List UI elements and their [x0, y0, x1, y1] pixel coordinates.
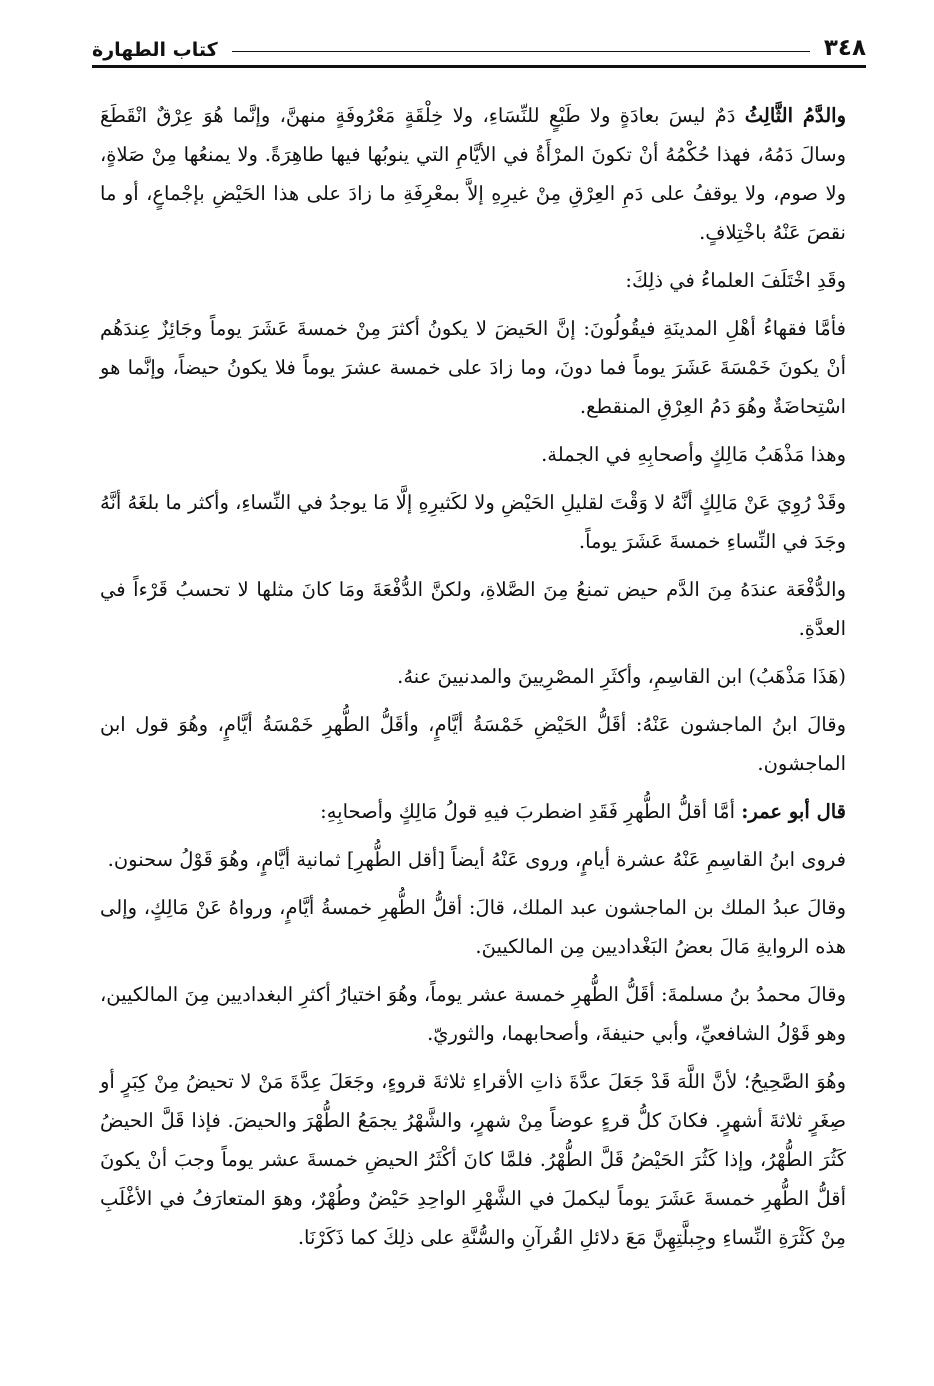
paragraph-text: وقالَ ابنُ الماجشون عَنْهُ: أقَلُّ الحَيْضِ خَمْسَةُ أيَّامٍ، وأقَلُّ الطُّهرِ خَمْسَةُ أيَّامٍ، وهُوَ قول ابن الماجشون.	[100, 713, 846, 775]
page-body	[100, 96, 846, 1356]
paragraph-text: أمَّا أقلُّ الطُّهرِ فَقَدِ اضطربَ فيهِ قولُ مَالِكٍ وأصحابِهِ:	[320, 800, 742, 823]
paragraph-text: والدُّفْعَة عندَهُ مِنَ الدَّم حيض تمنعُ مِنَ الصَّلاةِ، ولكنَّ الدُّفْعَةَ ومَا كانَ مثلها لا تحسبُ قَرْءاً في العدَّةِ.	[100, 578, 846, 640]
paragraph	[100, 657, 846, 696]
paragraph	[100, 435, 846, 474]
paragraph-text: وقالَ محمدُ بنُ مسلمةَ: أقَلُّ الطُّهرِ خمسة عشر يوماً، وهُوَ اختيارُ أكثرِ البغداديين مِنَ المالكيين، وهو قَوْلُ الشافعيِّ، وأبي حنيفةَ، وأصحابهما، والثوريّ.	[100, 983, 846, 1045]
paragraph-text: وهُوَ الصَّحِيحُ؛ لأنَّ اللَّهَ قَدْ جَعَلَ عدَّةَ ذاتِ الأقراءِ ثلاثةَ قروءٍ، وجَعَلَ عِدَّةَ مَنْ لا تحيضُ مِنْ كِبَرٍ أو صِغَرٍ ثلاثةَ أشهرٍ. فكانَ كلُّ قرءٍ عوضاً مِنْ شهرٍ، والشَّهْرُ يجمَعُ الطُّهْرَ والحيضَ. فإذا قَلَّ الحيضُ كَثُرَ الطُّهْرُ، وإذا كَثُرَ الحَيْضُ قَلَّ الطُّهْرُ. فلمَّا كانَ أكْثَرُ الحيضِ خمسةَ عشر يوماً وجبَ أنْ يكونَ أقلُّ الطُّهرِ خمسةَ عَشَرَ يوماً ليكملَ في الشَّهْرِ الواحِدِ حَيْضٌ وطُهْرٌ، وهوَ المتعارَفُ في الأغْلَبِ مِنْ كَثْرَةِ النِّساءِ وجِبلَّتِهِنَّ مَعَ دلائلِ القُرآنِ والسُّنَّةِ على ذلِكَ كما ذَكَرْنَا.	[100, 1070, 846, 1249]
paragraph	[100, 309, 846, 426]
header-rule	[232, 51, 810, 52]
paragraph-text: (هَذَا مَذْهَبُ) ابن القاسِمِ، وأكثَرِ المصْرِيينَ والمدنيينَ عنهُ.	[397, 665, 846, 688]
paragraph-text: فروى ابنُ القاسِمِ عَنْهُ عشرة أيامٍ، وروى عَنْهُ أيضاً [أقل الطُّهرِ] ثمانية أيَّامٍ، وهُوَ قَوْلُ سحنون.	[107, 848, 846, 871]
paragraph-text: وقَدْ رُوِيَ عَنْ مَالِكٍ أنَّهُ لا وَقْتَ لقليلِ الحَيْضِ ولا لكَثيرِهِ إلَّا مَا يوجدُ في النِّساءِ، وأكثر ما بلغَهُ أنَّهُ وجَدَ في النِّساءِ خمسةَ عَشَرَ يوماً.	[100, 491, 846, 553]
paragraph-lead: والدَّمُ الثَّالِثُ	[744, 104, 846, 127]
paragraph	[100, 792, 846, 831]
paragraph	[100, 840, 846, 879]
paragraph-text: وقَدِ اخْتَلَفَ العلماءُ في ذلِكَ:	[625, 269, 846, 292]
paragraph	[100, 261, 846, 300]
paragraph-text: دَمٌ ليسَ بعادَةٍ ولا طَبْعٍ للنِّسَاءِ، ولا خِلْقَةٍ مَعْرُوفَةٍ منهنَّ، وإنَّما هُوَ عِرْقٌ انْقَطَعَ وسالَ دَمُهُ، فهذا حُكْمُهُ أنْ تكونَ المرْأَةُ في الأيَّامِ التي ينوبُها فيها طاهِرَةً. ولا يمنعُها مِنْ صَلاةٍ، ولا صوم، ولا يوقفُ على دَمِ العِرْقِ مِنْ غيرِهِ إلاَّ بمعْرِفَةِ ما زادَ على هذا الحَيْضِ بإجْماعٍ، أو ما نقصَ عَنْهُ باخْتِلافٍ.	[100, 104, 846, 244]
running-title: كتاب الطهارة	[92, 39, 218, 61]
page-header	[92, 28, 866, 68]
page-number: ٣٤٨	[823, 35, 866, 61]
paragraph-text: وهذا مَذْهَبُ مَالِكٍ وأصحابِهِ في الجملة.	[541, 443, 846, 466]
paragraph-text: وقالَ عبدُ الملك بن الماجشون عبد الملك، قالَ: أقلُّ الطُّهرِ خمسةُ أيَّامٍ، ورواهُ عَنْ مَالِكٍ، وإلى هذه الروايةِ مَالَ بعضُ البَغْداديين مِن المالكيينَ.	[100, 896, 846, 958]
paragraph	[100, 570, 846, 648]
paragraph	[100, 888, 846, 966]
paragraph	[100, 705, 846, 783]
paragraph	[100, 975, 846, 1053]
paragraph	[100, 1062, 846, 1257]
paragraph-text: فأمَّا فقهاءُ أهْلِ المدينَةِ فيقُولُونَ: إنَّ الحَيضَ لا يكونُ أكثرَ مِنْ خمسةَ عَشَرَ يوماً وجَائِزٌ عِندَهُم أنْ يكونَ خَمْسَةَ عَشَرَ يوماً فما دونَ، وما زادَ على خمسة عشرَ يوماً فلا يكونُ حيضاً، وإنَّما هو اسْتِحاضَةٌ وهُوَ دَمُ العِرْقِ المنقطع.	[100, 317, 846, 418]
paragraph	[100, 96, 846, 252]
paragraph	[100, 483, 846, 561]
paragraph-lead: قال أبو عمر:	[741, 800, 846, 823]
